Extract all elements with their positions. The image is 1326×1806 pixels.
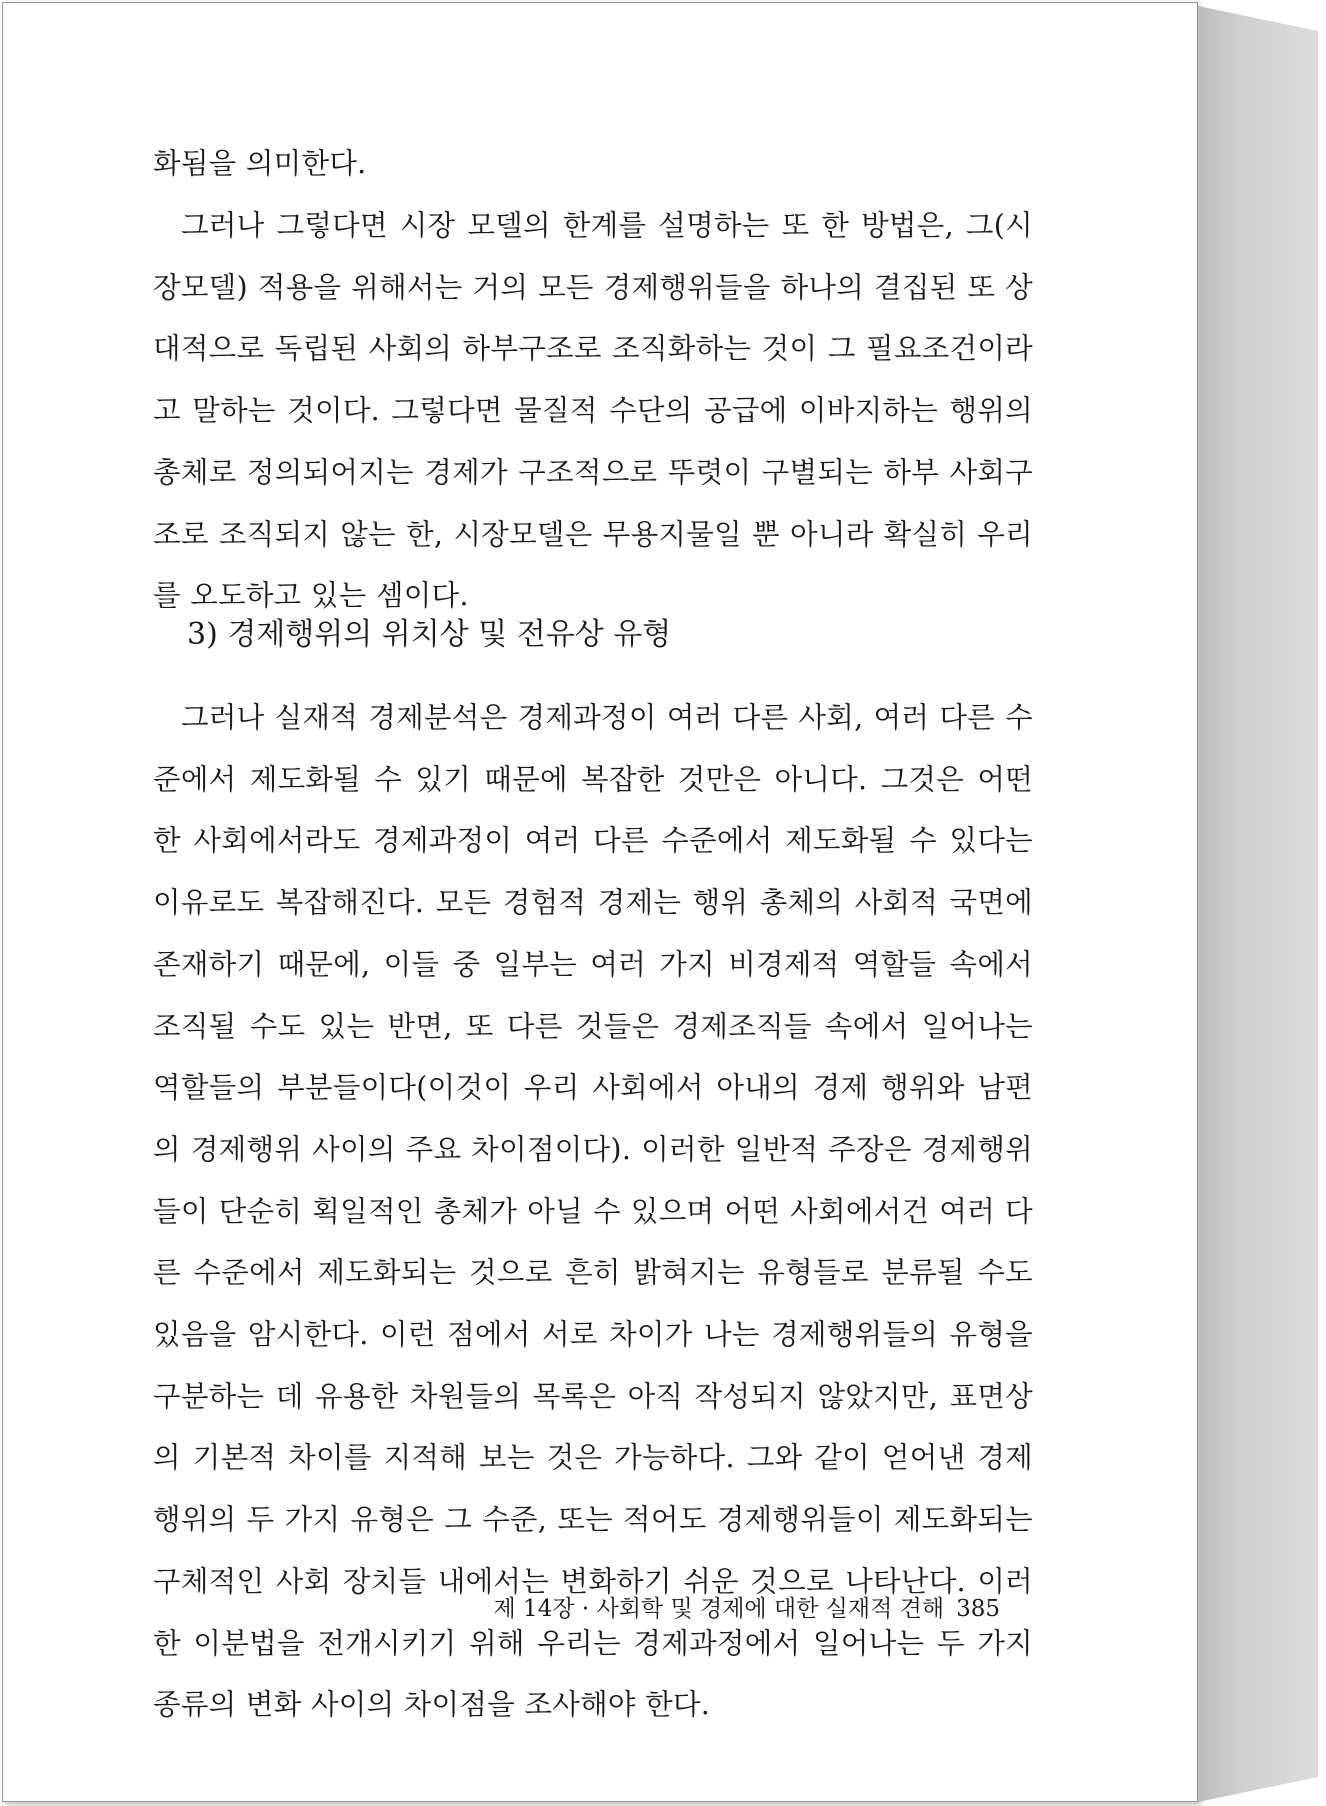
page-number: 385	[956, 1596, 1000, 1622]
book-page	[2, 2, 1198, 1802]
book-page-edge	[1198, 6, 1318, 1802]
paragraph-economic-analysis: 그러나 실재적 경제분석은 경제과정이 여러 다른 사회, 여러 다른 수준에서 제도화될 수 있기 때문에 복잡한 것만은 아니다. 그것은 어떤 한 사회에서라도 경제과정이 여러 다른 수준에서 제도화될 수 있다는 이유로도 복잡해진다. 모든 경험적 경제는 행위 총체의 사회적 국면에 존재하기 때문에, 이들 중 일부는 여러 가지 비경제적 역할들 속에서 조직될 수도 있는 반면, 또 다른 것들은 경제조직들 속에서 일어나는 역할들의 부분들이다(이것이 우리 사회에서 아내의 경제 행위와 남편의 경제행위 사이의 주요 차이점이다). 이러한 일반적 주장은 경제행위들이 단순히 획일적인 총체가 아닐 수 있으며 어떤 사회에서건 여러 다른 수준에서 제도화되는 것으로 흔히 밝혀지는 유형들로 분류될 수도 있음을 암시한다. 이런 점에서 서로 차이가 나는 경제행위들의 유형을 구분하는 데 유용한 차원들의 목록은 아직 작성되지 않았지만, 표면상의 기본적 차이를 지적해 보는 것은 가능하다. 그와 같이 얻어낸 경제 행위의 두 가지 유형은 그 수준, 또는 적어도 경제행위들이 제도화되는 구체적인 사회 장치들 내에서는 변화하기 쉬운 것으로 나타난다. 이러한 이분법을 전개시키기 위해 우리는 경제과정에서 일어나는 두 가지 종류의 변화 사이의 차이점을 조사해야 한다.	[153, 701, 1033, 1722]
running-footer	[153, 1592, 1000, 1626]
chapter-title: 제 14장 · 사회학 및 경제에 대한 실재적 견해	[493, 1596, 945, 1622]
paragraph-market-model: 그러나 그렇다면 시장 모델의 한계를 설명하는 또 한 방법은, 그(시장모델) 적용을 위해서는 거의 모든 경제행위들을 하나의 결집된 또 상대적으로 독립된 사회의 하부구조로 조직화하는 것이 그 필요조건이라고 말하는 것이다. 그렇다면 물질적 수단의 공급에 이바지하는 행위의 총체로 정의되어지는 경제가 구조적으로 뚜렷이 구별되는 하부 사회구조로 조직되지 않는 한, 시장모델은 무용지물일 뿐 아니라 확실히 우리를 오도하고 있는 셈이다.	[153, 209, 1033, 613]
paragraph-continuation: 화됨을 의미한다.	[153, 147, 367, 180]
section-heading: 3) 경제행위의 위치상 및 전유상 유형	[187, 617, 672, 652]
